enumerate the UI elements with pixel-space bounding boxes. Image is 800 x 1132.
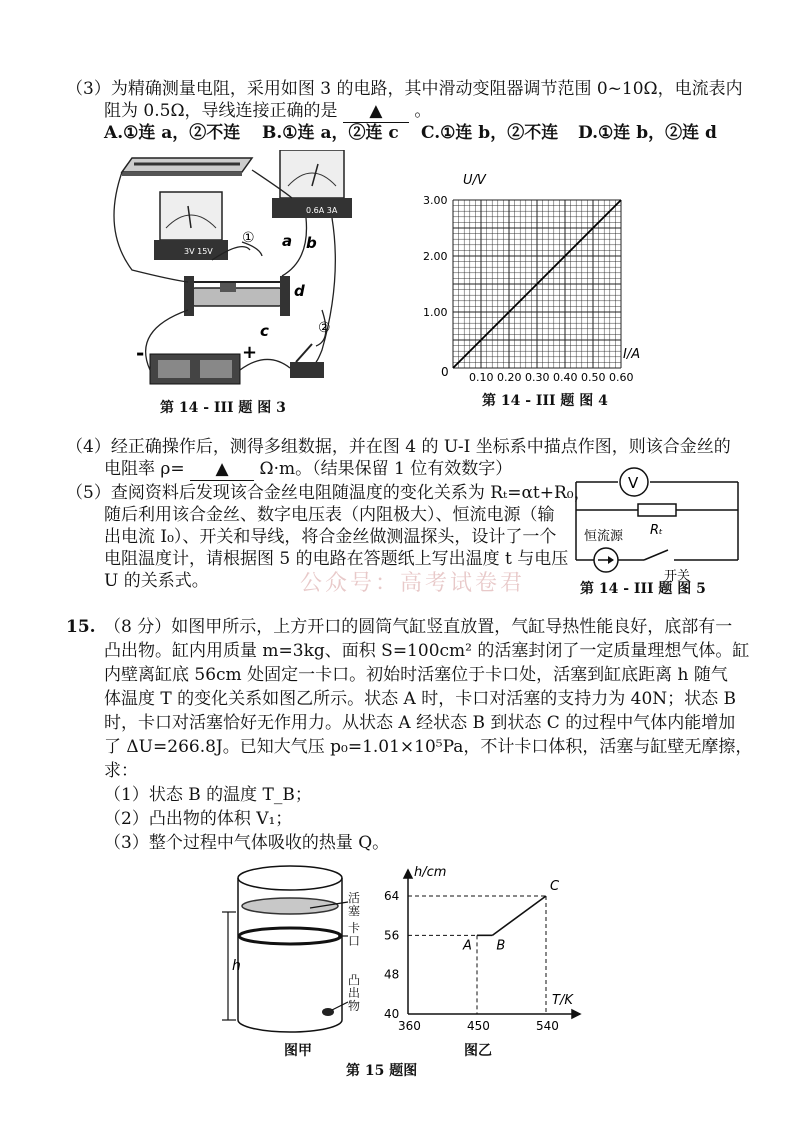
stop-ring [239,928,341,944]
fig15-data-line [477,896,546,935]
q3-line2 [104,100,431,123]
fig15-point-label: A [463,938,472,954]
q4-line2-pre: 电阻率 ρ= [104,459,185,479]
terminal-b: b [306,234,317,252]
blank-triangle: ▲ [215,459,229,479]
q4-line2 [104,458,512,481]
figure-3-circuit [92,150,382,390]
q5-line-1: （5）查阅资料后发现该合金丝电阻随温度的变化关系为 Rₜ=αt+R₀， [66,483,591,503]
voltmeter [154,192,228,260]
blank-triangle: ▲ [369,101,383,121]
battery-pack [150,354,240,384]
fig15-ytick-label: 40 [384,1007,400,1021]
ammeter [272,150,352,218]
fig15-segment-bc [492,896,546,935]
fig5-caption: 第 14 - III 题 图 5 [580,581,706,597]
answer-blank [190,458,254,481]
q5-line-2: 随后利用该合金丝、数字电压表（内阻极大）、恒流电源（输 [104,505,555,525]
terminal-a: a [282,232,293,250]
q3-line2-text: 阻为 0.5Ω，导线连接正确的是 [104,101,338,121]
fig4-ylabel: U/V [463,173,486,188]
fig5-source-label: 恒流源 [584,529,624,544]
fig15-xtick-label: 450 [467,1019,490,1033]
label-piston: 活塞 [348,891,361,918]
fig5-switch-label: 开关 [664,569,691,584]
resistor-rt [638,504,676,516]
current-source-symbol [594,548,618,572]
fig15-ytick-label: 64 [384,889,400,903]
figure-4-ui-graph [415,170,645,388]
caption-yi: 图乙 [464,1043,492,1059]
fig4-ytick-label: 2.00 [423,250,448,263]
q15-line-7: 求： [104,761,138,781]
fig15-point-label: C [550,879,560,894]
q15-line-5: 时，卡口对活塞恰好无作用力。从状态 A 经状态 B 到状态 C 的过程中气体内能增加 [104,713,736,733]
caption-jia: 图甲 [284,1043,312,1059]
fig4-caption: 第 14 - III 题 图 4 [482,393,608,409]
fig15-xtick-label: 360 [398,1019,421,1033]
battery-minus: - [136,341,145,365]
q15-sub-2: （2）凸出物的体积 V₁； [104,809,293,829]
fig4-xtick-label: 0.40 [553,371,578,384]
q15-number: 15. [66,617,96,637]
figure-5-circuit [570,464,750,584]
q15-line-2: 凸出物。缸内用质量 m=3kg、面积 S=100cm² 的活塞封闭了一定质量理想气体。缸 [104,641,750,661]
cylinder-body [238,866,342,1032]
q15-sub-1: （1）状态 B 的温度 T_B； [104,785,312,805]
fig4-xtick-label: 0.10 [469,371,494,384]
fig15-point-label: B [496,938,506,954]
fig5-voltmeter-label: V [628,474,639,492]
battery-plus: + [242,342,258,363]
q15-line-3: 内壁离缸底 56cm 处固定一卡口。初始时活塞位于卡口处，活塞到缸底距离 h 随气 [104,665,728,685]
fig4-xtick-label: 0.30 [525,371,550,384]
fig4-xtick-label: 0.60 [609,371,634,384]
fig5-wires [576,482,738,560]
watermark: 公众号：高考试卷君 [300,571,526,596]
fig4-xtick-label: 0.50 [581,371,606,384]
q15-line-4: 体温度 T 的变化关系如图乙所示。状态 A 时，卡口对活塞的支持力为 40N；状态 B [104,689,737,709]
q3-option-d: D.①连 b，②连 d [578,123,717,143]
label-bump: 凸出物 [348,973,361,1013]
fig4-xlabel: I/A [623,347,641,362]
q4-line2-post: Ω·m。（结果保留 1 位有效数字） [259,459,513,479]
figure-15-ht-graph [360,862,600,1042]
voltmeter-symbol [620,468,648,496]
terminal-c: c [260,322,269,340]
rheostat [184,276,290,316]
fig4-origin: 0 [441,365,449,379]
q15-line-6: 了 ΔU=266.8J。已知大气压 p₀=1.01×10⁵Pa，不计卡口体积，活塞与缸壁无摩擦， [104,737,753,757]
fig4-ytick-label: 3.00 [423,194,448,207]
label-stop: 卡口 [348,921,361,948]
switch [290,344,324,378]
fig4-xtick-label: 0.20 [497,371,522,384]
fig4-ytick-label: 1.00 [423,306,448,319]
q5-line-4: 电阻温度计，请根据图 5 的电路在答题纸上写出温度 t 与电压 [104,549,569,569]
q5-line-5: U 的关系式。 [104,571,209,591]
fig15-ytick-label: 56 [384,928,400,943]
fig15-xlabel: T/K [552,993,573,1008]
q3-option-a: A.①连 a，②不连 [104,123,241,143]
q4-line1: （4）经正确操作后，测得多组数据，并在图 4 的 U-I 坐标系中描点作图，则该合金丝的 [66,437,731,457]
voltmeter-range: 3V 15V [184,247,213,256]
wire-label-1: ① [242,230,255,246]
terminal-d: d [294,282,305,300]
fig15-ytick-label: 48 [384,967,400,982]
q3-line1: （3）为精确测量电阻，采用如图 3 的电路，其中滑动变阻器调节范围 0~10Ω，电流表内 [66,79,743,99]
q15-sub-3: （3）整个过程中气体吸收的热量 Q。 [104,833,390,853]
fig3-caption: 第 14 - III 题 图 3 [160,400,286,416]
q15-line-1: （8 分）如图甲所示，上方开口的圆筒气缸竖直放置，气缸导热性能良好，底部有一 [104,617,733,637]
wire-label-2: ② [318,320,331,336]
fig15-ylabel: h/cm [414,865,447,880]
bump [322,1008,334,1016]
answer-blank [343,100,409,123]
fig15-guide-lines [408,896,546,1014]
fig15-caption: 第 15 题图 [346,1063,418,1079]
height-marker [222,902,348,1020]
alloy-wire-board [122,158,252,176]
ammeter-range: 0.6A 3A [306,206,338,215]
q3-option-b: B.①连 a，②连 c [262,123,399,143]
q3-option-c: C.①连 b，②不连 [421,123,559,143]
q5-line-3: 出电流 I₀）、开关和导线，将合金丝做测温探头，设计了一个 [104,527,557,547]
fig15-xtick-label: 540 [536,1019,559,1033]
fig5-resistor-label: Rₜ [650,523,663,538]
label-h: h [232,958,241,974]
q3-line2-end: 。 [414,101,432,121]
